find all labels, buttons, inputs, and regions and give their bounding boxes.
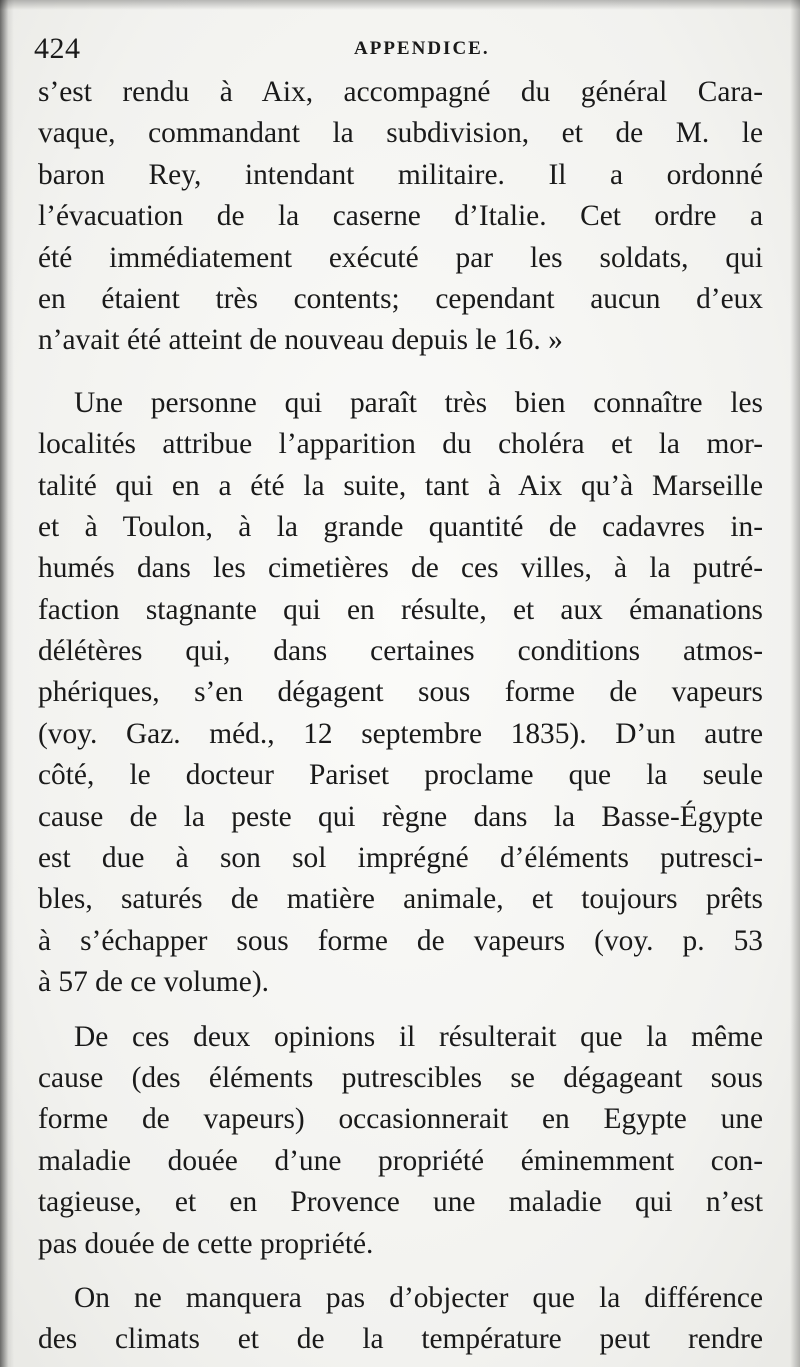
text-line: faction stagnante qui en résulte, et aux émanations [38,593,763,626]
text-line: n’avait été atteint de nouveau depuis le 16. » [38,324,563,357]
text-line: (voy. Gaz. méd., 12 septembre 1835). D’un autre [38,717,763,750]
text-line: localités attribue l’apparition du choléra et la mor- [38,428,763,461]
paragraph-gap [38,362,763,383]
page-header [34,32,764,68]
paragraph [38,383,763,1004]
text-line: maladie douée d’une propriété éminemment con- [38,1144,763,1177]
paragraph [38,1278,763,1361]
text-line: en étaient très contents; cependant aucun d’eux [38,282,763,315]
text-line: l’évacuation de la caserne d’Italie. Cet ordre a [38,200,763,233]
text-line: des climats et de la température peut rendre [38,1323,763,1356]
text-line: On ne manquera pas d’objecter que la différence [74,1281,763,1314]
text-line: baron Rey, intendant militaire. Il a ordonné [38,158,763,191]
running-head: APPENDICE. [354,38,490,59]
text-line: Une personne qui paraît très bien connaître les [74,386,763,419]
text-line: cause de la peste qui règne dans la Basse-Égypte [38,800,763,833]
text-line: tagieuse, et en Provence une maladie qui n’est [38,1186,763,1219]
page-binding-shadow [0,0,14,1367]
body-text [38,72,763,1361]
paragraph [38,72,763,362]
text-line: est due à son sol imprégné d’éléments putresci- [38,842,763,875]
text-line: phériques, s’en dégagent sous forme de vapeurs [38,676,763,709]
text-line: été immédiatement exécuté par les soldats, qui [38,241,763,274]
text-line: bles, saturés de matière animale, et toujours prêts [38,883,763,916]
text-line: délétères qui, dans certaines conditions atmos- [38,635,763,668]
text-line: talité qui en a été la suite, tant à Aix qu’à Marseille [38,469,763,502]
paragraph-gap [38,1004,763,1017]
paragraph [38,1017,763,1265]
text-line: côté, le docteur Pariset proclame que la seule [38,759,763,792]
page-number: 424 [34,32,81,65]
text-line: pas douée de cette propriété. [38,1227,374,1260]
text-line: vaque, commandant la subdivision, et de M. le [38,117,763,150]
text-line: cause (des éléments putrescibles se dégageant sous [38,1061,763,1094]
text-line: humés dans les cimetières de ces villes, à la putré- [38,552,763,585]
text-line: à s’échapper sous forme de vapeurs (voy. p. 53 [38,924,763,957]
text-line: De ces deux opinions il résulterait que la même [74,1020,763,1053]
text-line: forme de vapeurs) occasionnerait en Egypte une [38,1103,763,1136]
page-right-shadow [790,0,800,1367]
text-line: et à Toulon, à la grande quantité de cadavres in- [38,510,763,543]
text-line: s’est rendu à Aix, accompagné du général Cara- [38,76,763,108]
text-line: à 57 de ce volume). [38,966,269,999]
page-top-shadow [0,0,800,10]
paragraph-gap [38,1265,763,1278]
